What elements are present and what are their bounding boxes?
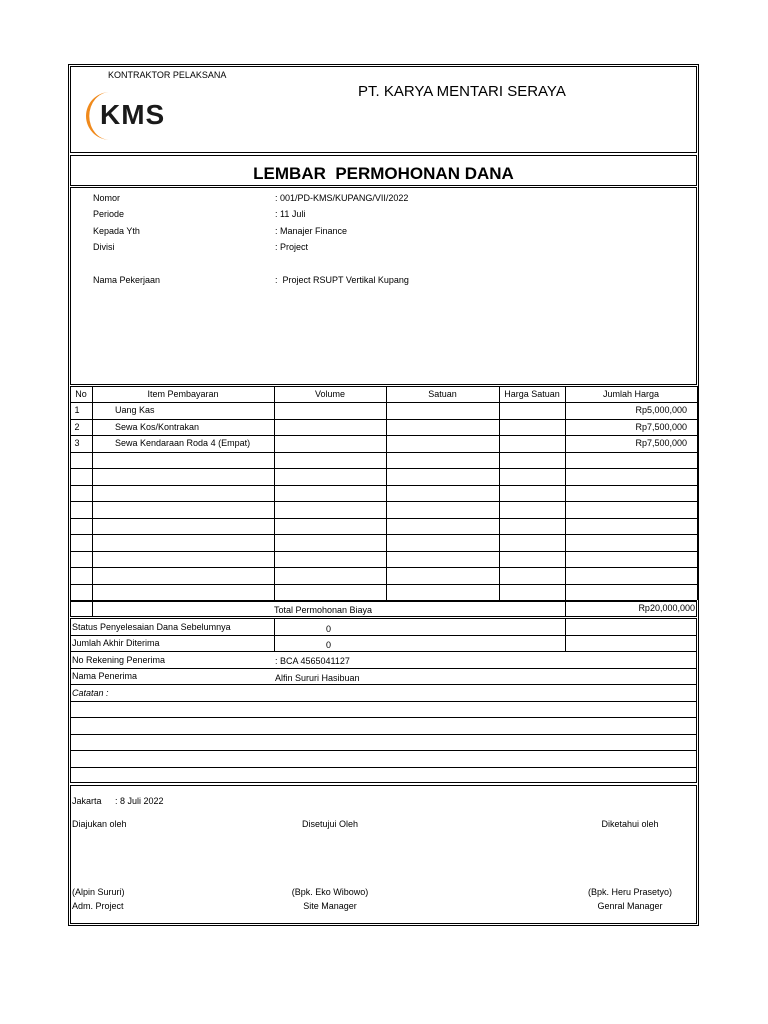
logo-text: KMS (100, 99, 166, 130)
info-label-nomor: Nomor (93, 193, 121, 203)
summary-col-line (565, 618, 566, 651)
summary-row-line (70, 734, 697, 735)
row-no: 2 (74, 421, 80, 432)
info-label-pekerjaan: Nama Pekerjaan (93, 275, 161, 285)
row-item: Sewa Kendaraan Roda 4 (Empat) (115, 438, 251, 448)
summary-row-line (70, 635, 697, 636)
acknowledger-role: Genral Manager (597, 901, 663, 911)
row-jumlah: Rp7,500,000 (635, 421, 687, 432)
total-label: Total Permohonan Biaya (274, 605, 373, 615)
total-value: Rp20,000,000 (638, 603, 695, 613)
submitted-label: Diajukan oleh (72, 819, 127, 829)
info-label-periode: Periode (93, 209, 125, 219)
status-label: Status Penyelesaian Dana Sebelumnya (72, 622, 231, 632)
summary-row-line (70, 767, 697, 768)
summary-row-line (70, 684, 697, 685)
info-value-pekerjaan: : Project RSUPT Vertikal Kupang (275, 275, 409, 285)
table-row-line (70, 468, 697, 469)
table-row-line (70, 452, 697, 453)
table-row-line (70, 584, 697, 585)
nama-penerima-label: Nama Penerima (72, 671, 138, 681)
jumlah-label: Jumlah Akhir Diterima (72, 638, 160, 648)
summary-row-line (70, 651, 697, 652)
table-row-line (70, 567, 697, 568)
approver-role: Site Manager (303, 901, 357, 911)
table-row-line (70, 518, 697, 519)
table-row-line (70, 419, 697, 420)
table-col-line (386, 386, 387, 600)
row-jumlah: Rp7,500,000 (635, 438, 687, 448)
info-value-nomor: : 001/PD-KMS/KUPANG/VII/2022 (275, 193, 409, 203)
acknowledged-label: Diketahui oleh (601, 819, 659, 829)
summary-row-line (70, 717, 697, 718)
table-row-line (70, 402, 697, 403)
form-title: LEMBAR PERMOHONAN DANA (253, 164, 514, 183)
table-col-line (565, 386, 566, 600)
row-no: 3 (74, 438, 80, 448)
info-label-kepada: Kepada Yth (93, 226, 140, 236)
table-row-line (70, 551, 697, 552)
summary-row-line (70, 701, 697, 702)
row-jumlah: Rp5,000,000 (635, 405, 687, 415)
rekening-value: : BCA 4565041127 (275, 656, 350, 666)
info-label-divisi: Divisi (93, 242, 115, 252)
info-value-kepada: : Manajer Finance (275, 226, 348, 236)
table-col-line (274, 386, 275, 600)
summary-row-line (70, 750, 697, 751)
table-col-line (70, 386, 71, 600)
row-item: Uang Kas (115, 405, 155, 415)
table-col-line (499, 386, 500, 600)
submitter-name: (Alpin Sururi) (72, 887, 125, 897)
col-header-harga: Harga Satuan (504, 389, 560, 399)
nama-penerima-value: Alfin Sururi Hasibuan (275, 673, 360, 683)
col-header-no: No (75, 389, 87, 399)
catatan-label: Catatan : (72, 688, 109, 698)
table-top-line (70, 386, 697, 387)
rekening-label: No Rekening Penerima (72, 655, 166, 665)
approved-label: Disetujui Oleh (301, 819, 359, 829)
col-header-jumlah: Jumlah Harga (602, 389, 660, 399)
acknowledger-name: (Bpk. Heru Prasetyo) (587, 887, 673, 897)
company-name: PT. KARYA MENTARI SERAYA (358, 83, 566, 100)
col-header-volume: Volume (314, 389, 346, 399)
table-row-line (70, 534, 697, 535)
table-col-line (697, 386, 698, 600)
info-value-periode: : 11 Juli (275, 209, 306, 219)
row-item: Sewa Kos/Kontrakan (115, 421, 200, 432)
col-header-item: Item Pembayaran (147, 389, 219, 399)
table-row-line (70, 435, 697, 436)
summary-col-line (274, 618, 275, 651)
info-value-divisi: : Project (275, 242, 309, 252)
table-row-line (70, 485, 697, 486)
total-col-line (92, 601, 93, 617)
submitter-role: Adm. Project (72, 901, 124, 911)
approver-name: (Bpk. Eko Wibowo) (291, 887, 369, 897)
status-value: 0 (326, 624, 332, 634)
row-no: 1 (74, 405, 80, 415)
jumlah-value: 0 (326, 640, 332, 650)
contractor-label: KONTRAKTOR PELAKSANA (108, 70, 227, 80)
table-row-line (70, 501, 697, 502)
kms-logo (86, 88, 186, 144)
col-header-satuan: Satuan (428, 389, 457, 399)
signature-date: : 8 Juli 2022 (115, 796, 164, 806)
info-box (70, 187, 697, 385)
signature-city: Jakarta (72, 796, 102, 806)
table-col-line (92, 386, 93, 600)
summary-row-line (70, 668, 697, 669)
